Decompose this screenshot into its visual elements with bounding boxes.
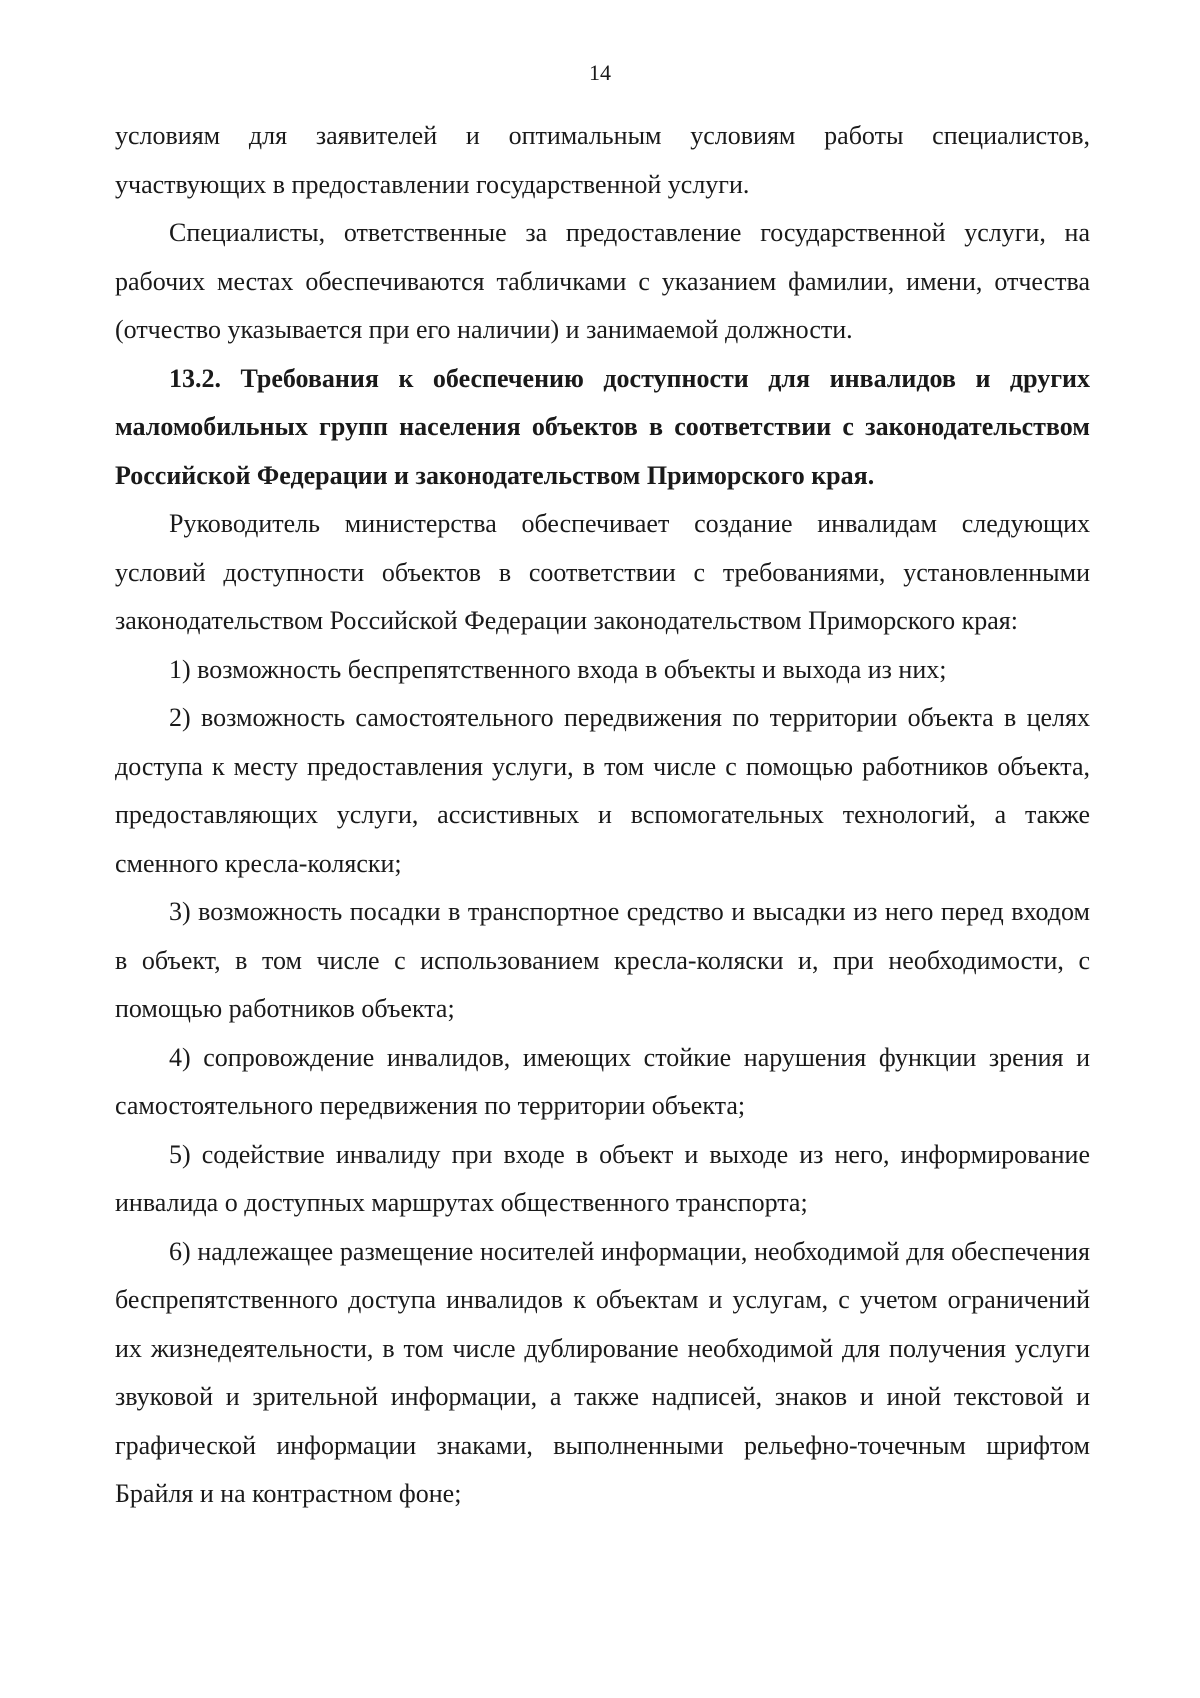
section-heading-13-2: 13.2. Требования к обеспечению доступности для инвалидов и других маломобильных групп населения объектов в соответствии с законодательством Российской Федерации и законодательством Приморского края. [115, 363, 1090, 490]
list-item-4: 4) сопровождение инвалидов, имеющих стойкие нарушения функции зрения и самостоятельного передвижения по территории объекта; [115, 1042, 1090, 1120]
list-item-5: 5) содействие инвалиду при входе в объект и выходе из него, информирование инвалида о доступных маршрутах общественного транспорта; [115, 1139, 1090, 1217]
list-item-1: 1) возможность беспрепятственного входа в объекты и выхода из них; [169, 654, 947, 684]
page-number: 14 [589, 60, 611, 85]
list-item-6: 6) надлежащее размещение носителей информации, необходимой для обеспечения беспрепятственного доступа инвалидов к объектам и услугам, с учетом ограничений их жизнедеятельности, в том числе дублирование необходимой для получения услуги звуковой и зрительной информации, а также надписей, знаков и иной текстовой и графической информации знаками, выполненными рельефно-точечным шрифтом Брайля и на контрастном фоне; [115, 1236, 1090, 1508]
list-item-3: 3) возможность посадки в транспортное средство и высадки из него перед входом в объект, в том числе с использованием кресла-коляски и, при необходимости, с помощью работников объекта; [115, 897, 1090, 1023]
paragraph-specialists: Специалисты, ответственные за предоставление государственной услуги, на рабочих местах обеспечиваются табличками с указанием фамилии, имени, отчества (отчество указывается при его наличии) и занимаемой должности. [115, 218, 1090, 344]
paragraph-minister-conditions: Руководитель министерства обеспечивает создание инвалидам следующих условий доступности объектов в соответствии с требованиями, установленными законодательством Российской Федерации законодательством Приморского края: [115, 509, 1090, 635]
list-item-2: 2) возможность самостоятельного передвижения по территории объекта в целях доступа к месту предоставления услуги, в том числе с помощью работников объекта, предоставляющих услуги, ассистивных и вспомогательных технологий, а также сменного кресла-коляски; [115, 703, 1090, 878]
paragraph-continuation: условиям для заявителей и оптимальным условиям работы специалистов, участвующих в предоставлении государственной услуги. [115, 121, 1090, 199]
document-body [115, 112, 1090, 1519]
